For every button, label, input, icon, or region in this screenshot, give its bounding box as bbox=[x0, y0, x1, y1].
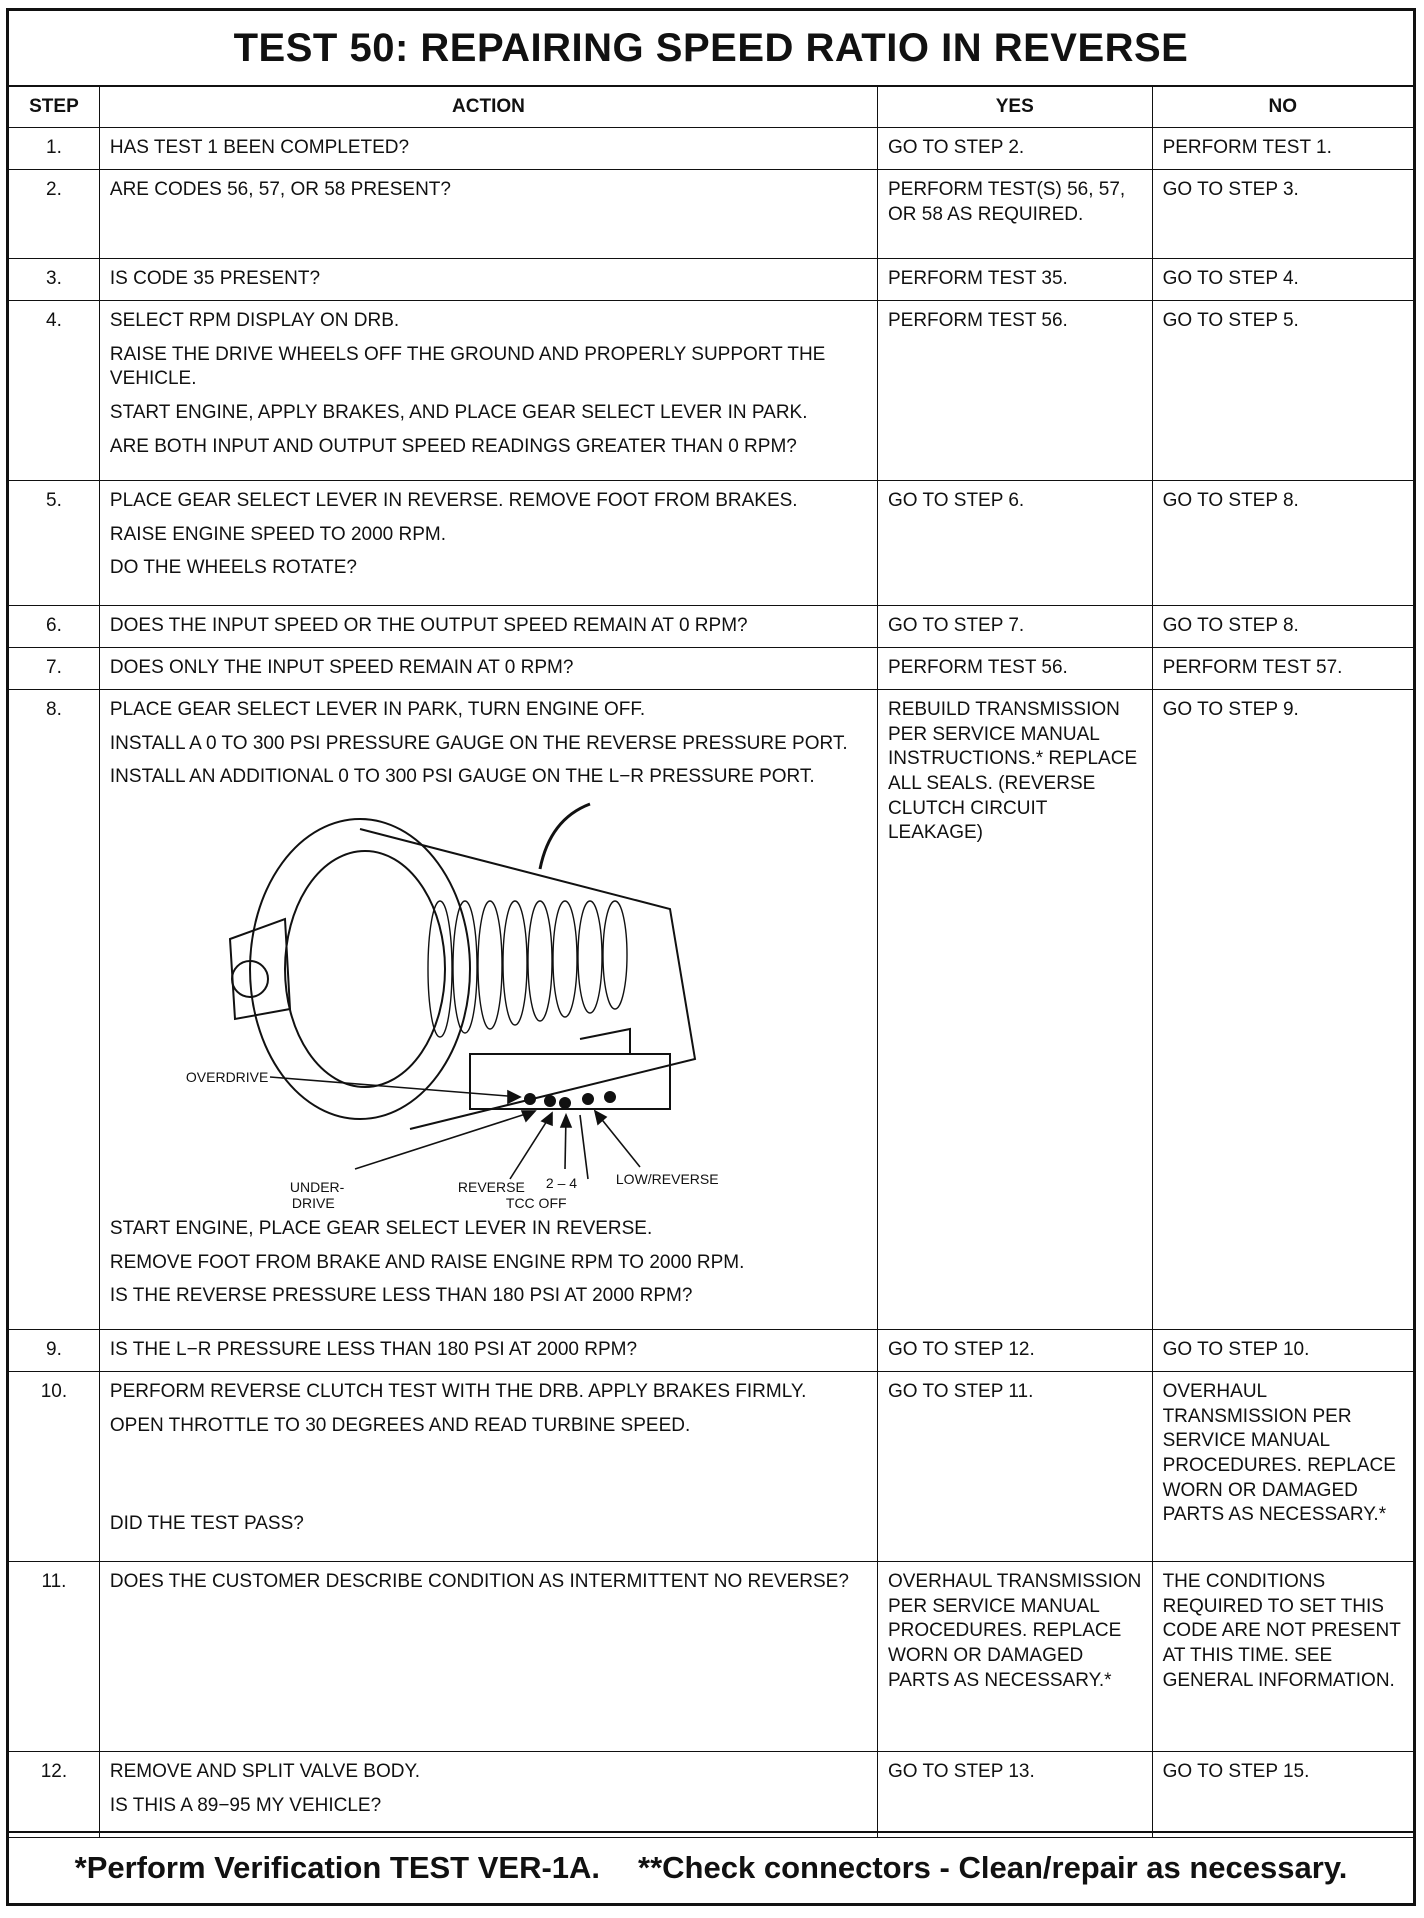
step-number: 4. bbox=[9, 301, 99, 481]
yes-cell: PERFORM TEST 56. bbox=[877, 648, 1152, 690]
step-number: 3. bbox=[9, 259, 99, 301]
header-step: STEP bbox=[9, 87, 99, 128]
action-text: DOES THE CUSTOMER DESCRIBE CONDITION AS INTERMITTENT NO REVERSE? bbox=[109, 1571, 849, 1592]
action-text: START ENGINE, APPLY BRAKES, AND PLACE GEAR SELECT LEVER IN PARK. bbox=[109, 402, 808, 424]
action-cell bbox=[99, 259, 877, 301]
table-row bbox=[9, 170, 1413, 259]
action-text: ARE BOTH INPUT AND OUTPUT SPEED READINGS GREATER THAN 0 RPM? bbox=[109, 435, 797, 457]
action-text: REMOVE FOOT FROM BRAKE AND RAISE ENGINE RPM TO 2000 RPM. bbox=[109, 1251, 745, 1273]
yes-cell: PERFORM TEST 56. bbox=[877, 301, 1152, 481]
output-housing bbox=[230, 919, 290, 1019]
action-text: DO THE WHEELS ROTATE? bbox=[109, 557, 357, 579]
action-text: START ENGINE, PLACE GEAR SELECT LEVER IN REVERSE. bbox=[109, 1218, 653, 1240]
label-underdrive-2: DRIVE bbox=[291, 1195, 335, 1212]
action-cell bbox=[99, 128, 877, 170]
action-text: IS THE REVERSE PRESSURE LESS THAN 180 PSI AT 2000 RPM? bbox=[109, 1285, 693, 1307]
action-cell bbox=[99, 170, 877, 259]
action-text: REMOVE AND SPLIT VALVE BODY. bbox=[109, 1761, 420, 1782]
footer-note-verification: *Perform Verification TEST VER-1A. bbox=[74, 1850, 601, 1885]
action-text: IS THE L−R PRESSURE LESS THAN 180 PSI AT 2000 RPM? bbox=[109, 1339, 638, 1360]
no-cell: GO TO STEP 4. bbox=[1152, 259, 1413, 301]
table-row bbox=[9, 1372, 1413, 1562]
action-text: SELECT RPM DISPLAY ON DRB. bbox=[109, 310, 400, 331]
yes-cell: PERFORM TEST 35. bbox=[877, 259, 1152, 301]
no-cell: THE CONDITIONS REQUIRED TO SET THIS CODE ARE NOT PRESENT AT THIS TIME. SEE GENERAL INFORMATION. bbox=[1152, 1562, 1413, 1752]
no-cell: GO TO STEP 15. bbox=[1152, 1752, 1413, 1838]
table-row bbox=[9, 481, 1413, 606]
label-overdrive: OVERDRIVE bbox=[185, 1069, 269, 1086]
action-text: PLACE GEAR SELECT LEVER IN PARK, TURN ENGINE OFF. bbox=[109, 699, 646, 720]
action-text: OPEN THROTTLE TO 30 DEGREES AND READ TURBINE SPEED. bbox=[109, 1414, 691, 1436]
yes-cell: GO TO STEP 6. bbox=[877, 481, 1152, 606]
table-row bbox=[9, 1330, 1413, 1372]
no-cell: GO TO STEP 8. bbox=[1152, 606, 1413, 648]
label-underdrive-1: UNDER- bbox=[289, 1179, 345, 1196]
procedure-table bbox=[9, 87, 1413, 1838]
table-row bbox=[9, 259, 1413, 301]
no-cell: GO TO STEP 5. bbox=[1152, 301, 1413, 481]
action-text: DID THE TEST PASS? bbox=[109, 1513, 304, 1535]
bell-housing bbox=[250, 819, 470, 1119]
transmission-case bbox=[360, 829, 695, 1129]
action-text: IS CODE 35 PRESENT? bbox=[109, 268, 321, 289]
no-cell: GO TO STEP 9. bbox=[1152, 690, 1413, 1330]
step-number: 2. bbox=[9, 170, 99, 259]
action-text: INSTALL A 0 TO 300 PSI PRESSURE GAUGE ON THE REVERSE PRESSURE PORT. bbox=[109, 732, 848, 754]
action-cell bbox=[99, 1752, 877, 1838]
step-number: 8. bbox=[9, 690, 99, 1330]
yes-cell: GO TO STEP 2. bbox=[877, 128, 1152, 170]
table-row bbox=[9, 1562, 1413, 1752]
action-text: INSTALL AN ADDITIONAL 0 TO 300 PSI GAUGE ON THE L−R PRESSURE PORT. bbox=[109, 766, 815, 788]
step-number: 9. bbox=[9, 1330, 99, 1372]
table-row bbox=[9, 690, 1413, 1330]
yes-cell: GO TO STEP 11. bbox=[877, 1372, 1152, 1562]
step-number: 6. bbox=[9, 606, 99, 648]
action-text: DOES THE INPUT SPEED OR THE OUTPUT SPEED REMAIN AT 0 RPM? bbox=[109, 615, 748, 636]
action-text: PLACE GEAR SELECT LEVER IN REVERSE. REMOVE FOOT FROM BRAKES. bbox=[109, 490, 798, 511]
label-2-4: 2 – 4 bbox=[545, 1175, 578, 1192]
step-number: 1. bbox=[9, 128, 99, 170]
action-text: DOES ONLY THE INPUT SPEED REMAIN AT 0 RPM? bbox=[109, 657, 574, 678]
transmission-illustration bbox=[110, 799, 810, 1212]
table-row bbox=[9, 648, 1413, 690]
table-row bbox=[9, 1752, 1413, 1838]
action-cell bbox=[99, 481, 877, 606]
step-number: 5. bbox=[9, 481, 99, 606]
step-number: 7. bbox=[9, 648, 99, 690]
yes-cell: PERFORM TEST(S) 56, 57, OR 58 AS REQUIRED. bbox=[877, 170, 1152, 259]
transmission-diagram bbox=[110, 799, 810, 1212]
yes-cell: REBUILD TRANSMISSION PER SERVICE MANUAL INSTRUCTIONS.* REPLACE ALL SEALS. (REVERSE CLUTCH CIRCUIT LEAKAGE) bbox=[877, 690, 1152, 1330]
gear-sets bbox=[428, 901, 627, 1037]
action-text: ARE CODES 56, 57, OR 58 PRESENT? bbox=[109, 179, 451, 200]
action-cell bbox=[99, 690, 877, 1330]
action-cell bbox=[99, 606, 877, 648]
yes-cell: GO TO STEP 13. bbox=[877, 1752, 1152, 1838]
yes-cell: GO TO STEP 12. bbox=[877, 1330, 1152, 1372]
page-title: TEST 50: REPAIRING SPEED RATIO IN REVERSE bbox=[9, 11, 1413, 87]
no-cell: PERFORM TEST 57. bbox=[1152, 648, 1413, 690]
step-number: 11. bbox=[9, 1562, 99, 1752]
yes-cell: OVERHAUL TRANSMISSION PER SERVICE MANUAL PROCEDURES. REPLACE WORN OR DAMAGED PARTS AS NECESSARY.* bbox=[877, 1562, 1152, 1752]
header-row bbox=[9, 87, 1413, 128]
action-text: RAISE ENGINE SPEED TO 2000 RPM. bbox=[109, 523, 447, 545]
action-cell bbox=[99, 1330, 877, 1372]
step-number: 10. bbox=[9, 1372, 99, 1562]
no-cell: GO TO STEP 10. bbox=[1152, 1330, 1413, 1372]
action-text: RAISE THE DRIVE WHEELS OFF THE GROUND AND PROPERLY SUPPORT THE VEHICLE. bbox=[109, 343, 826, 390]
action-cell bbox=[99, 1372, 877, 1562]
action-cell bbox=[99, 301, 877, 481]
torque-converter bbox=[285, 851, 445, 1087]
action-text: HAS TEST 1 BEEN COMPLETED? bbox=[109, 137, 410, 158]
action-cell bbox=[99, 648, 877, 690]
yes-cell: GO TO STEP 7. bbox=[877, 606, 1152, 648]
footer-notes bbox=[9, 1831, 1413, 1903]
no-cell: OVERHAUL TRANSMISSION PER SERVICE MANUAL PROCEDURES. REPLACE WORN OR DAMAGED PARTS AS NECESSARY.* bbox=[1152, 1372, 1413, 1562]
step-number: 12. bbox=[9, 1752, 99, 1838]
leader-overdrive bbox=[270, 1077, 520, 1097]
test-sheet bbox=[6, 8, 1416, 1906]
table-row bbox=[9, 606, 1413, 648]
dipstick-tube bbox=[540, 804, 590, 869]
header-action: ACTION bbox=[99, 87, 877, 128]
table-row bbox=[9, 301, 1413, 481]
no-cell: GO TO STEP 8. bbox=[1152, 481, 1413, 606]
label-tcc-off: TCC OFF bbox=[505, 1195, 567, 1212]
header-yes: YES bbox=[877, 87, 1152, 128]
no-cell: GO TO STEP 3. bbox=[1152, 170, 1413, 259]
label-low-reverse: LOW/REVERSE bbox=[615, 1171, 719, 1188]
table-row bbox=[9, 128, 1413, 170]
action-text: PERFORM REVERSE CLUTCH TEST WITH THE DRB. APPLY BRAKES FIRMLY. bbox=[109, 1381, 807, 1402]
label-reverse: REVERSE bbox=[457, 1179, 525, 1196]
action-text: IS THIS A 89−95 MY VEHICLE? bbox=[109, 1794, 382, 1816]
no-cell: PERFORM TEST 1. bbox=[1152, 128, 1413, 170]
header-no: NO bbox=[1152, 87, 1413, 128]
leader-tcc-off bbox=[580, 1115, 588, 1179]
footer-note-connectors: **Check connectors - Clean/repair as necessary. bbox=[638, 1850, 1348, 1885]
action-cell bbox=[99, 1562, 877, 1752]
